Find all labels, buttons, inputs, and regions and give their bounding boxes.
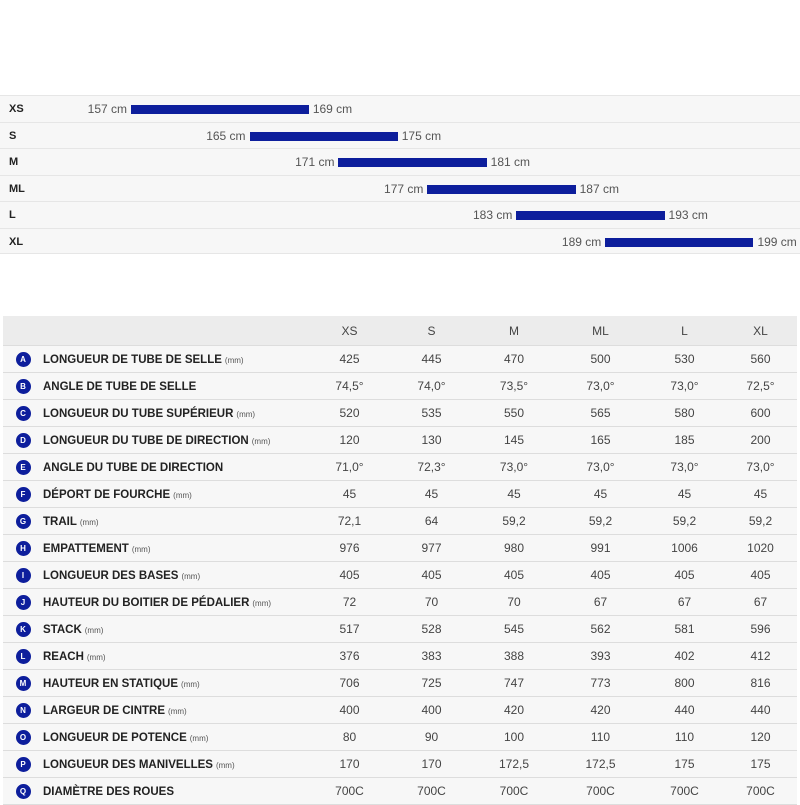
- size-label: XL: [9, 235, 24, 248]
- header-blank: [43, 316, 308, 346]
- geometry-row: [3, 400, 797, 427]
- measurement-value: 72,5°: [724, 373, 797, 400]
- measurement-value: 70: [391, 589, 472, 616]
- badge-cell: [3, 643, 43, 670]
- size-row-m: [0, 148, 800, 175]
- size-column-header: ML: [556, 316, 645, 346]
- measurement-value: 376: [308, 643, 391, 670]
- measurement-value: 405: [556, 562, 645, 589]
- measurement-value: 45: [391, 481, 472, 508]
- measurement-value: 45: [645, 481, 724, 508]
- size-column-header: XL: [724, 316, 797, 346]
- measurement-value: 517: [308, 616, 391, 643]
- measurement-unit: (mm): [168, 707, 187, 716]
- geometry-row: [3, 346, 797, 373]
- geometry-row: [3, 481, 797, 508]
- measurement-name-cell: [43, 589, 308, 616]
- badge-cell: [3, 373, 43, 400]
- measurement-value: 72,3°: [391, 454, 472, 481]
- size-label: ML: [9, 182, 25, 195]
- size-column-header: L: [645, 316, 724, 346]
- measurement-letter-badge: E: [16, 460, 31, 475]
- badge-cell: [3, 697, 43, 724]
- measurement-letter-badge: M: [16, 676, 31, 691]
- measurement-value: 405: [645, 562, 724, 589]
- size-row-ml: [0, 175, 800, 202]
- size-label: S: [9, 129, 17, 142]
- range-min-label: 177 cm: [384, 181, 424, 196]
- badge-cell: [3, 454, 43, 481]
- size-row-xl: [0, 228, 800, 255]
- badge-cell: [3, 724, 43, 751]
- range-min-label: 171 cm: [295, 155, 335, 169]
- badge-cell: [3, 562, 43, 589]
- measurement-value: 565: [556, 400, 645, 427]
- badge-cell: [3, 508, 43, 535]
- geometry-row: [3, 778, 797, 805]
- measurement-name-cell: [43, 697, 308, 724]
- measurement-unit: (mm): [224, 356, 244, 365]
- geometry-row: [3, 373, 797, 400]
- measurement-value: 71,0°: [308, 454, 391, 481]
- measurement-value: 59,2: [724, 508, 797, 535]
- measurement-value: 412: [724, 643, 797, 670]
- measurement-value: 600: [724, 400, 797, 427]
- measurement-value: 405: [308, 562, 391, 589]
- height-range-bar: [427, 185, 575, 194]
- measurement-letter-badge: O: [16, 730, 31, 745]
- size-column-header: M: [472, 316, 556, 346]
- geometry-row: [3, 724, 797, 751]
- measurement-value: 175: [645, 751, 724, 778]
- measurement-name: HAUTEUR EN STATIQUE: [43, 678, 179, 690]
- measurement-value: 130: [391, 427, 472, 454]
- measurement-value: 405: [391, 562, 472, 589]
- measurement-value: 700C: [472, 778, 556, 805]
- measurement-value: 73,0°: [645, 373, 724, 400]
- measurement-value: 581: [645, 616, 724, 643]
- size-label: XS: [9, 103, 24, 115]
- range-min-label: 157 cm: [87, 102, 127, 116]
- size-label: M: [9, 156, 19, 168]
- measurement-unit: (mm): [236, 410, 256, 419]
- measurement-name-cell: [43, 562, 308, 589]
- measurement-value: 976: [308, 535, 391, 562]
- measurement-value: 700C: [645, 778, 724, 805]
- measurement-value: 425: [308, 346, 391, 373]
- measurement-value: 73,0°: [556, 454, 645, 481]
- measurement-value: 67: [645, 589, 724, 616]
- measurement-value: 45: [308, 481, 391, 508]
- measurement-letter-badge: K: [16, 622, 31, 637]
- measurement-letter-badge: H: [16, 541, 31, 556]
- measurement-value: 420: [556, 697, 645, 724]
- measurement-value: 816: [724, 670, 797, 697]
- measurement-value: 747: [472, 670, 556, 697]
- measurement-value: 725: [391, 670, 472, 697]
- measurement-unit: (mm): [181, 572, 201, 581]
- measurement-value: 700C: [308, 778, 391, 805]
- measurement-value: 530: [645, 346, 724, 373]
- measurement-unit: (mm): [215, 761, 235, 770]
- geometry-header-row: [3, 316, 797, 346]
- range-min-label: 183 cm: [472, 208, 513, 222]
- badge-cell: [3, 778, 43, 805]
- measurement-value: 59,2: [472, 508, 556, 535]
- measurement-name-cell: [43, 373, 308, 400]
- measurement-value: 73,5°: [472, 373, 556, 400]
- measurement-value: 991: [556, 535, 645, 562]
- badge-cell: [3, 427, 43, 454]
- measurement-value: 73,0°: [472, 454, 556, 481]
- measurement-value: 45: [724, 481, 797, 508]
- measurement-value: 59,2: [645, 508, 724, 535]
- measurement-value: 74,5°: [308, 373, 391, 400]
- measurement-value: 100: [472, 724, 556, 751]
- measurement-value: 1006: [645, 535, 724, 562]
- geometry-row: [3, 670, 797, 697]
- range-max-label: 199 cm: [757, 234, 797, 249]
- measurement-value: 550: [472, 400, 556, 427]
- measurement-name: LONGUEUR DE TUBE DE SELLE: [43, 354, 222, 366]
- measurement-value: 45: [556, 481, 645, 508]
- size-column-header: XS: [308, 316, 391, 346]
- measurement-name-cell: [43, 670, 308, 697]
- size-row-l: [0, 201, 800, 228]
- size-label: L: [9, 209, 16, 221]
- measurement-value: 110: [645, 724, 724, 751]
- measurement-name: DÉPORT DE FOURCHE: [43, 489, 171, 501]
- measurement-name-cell: [43, 616, 308, 643]
- range-max-label: 181 cm: [490, 155, 531, 169]
- measurement-name-cell: [43, 346, 308, 373]
- measurement-value: 445: [391, 346, 472, 373]
- measurement-value: 405: [724, 562, 797, 589]
- size-row-s: [0, 122, 800, 149]
- size-row-xs: [0, 95, 800, 122]
- measurement-name: LONGUEUR DES MANIVELLES: [43, 759, 213, 771]
- measurement-value: 72,1: [308, 508, 391, 535]
- measurement-value: 170: [308, 751, 391, 778]
- range-min-label: 189 cm: [561, 234, 602, 249]
- measurement-value: 73,0°: [645, 454, 724, 481]
- measurement-letter-badge: B: [16, 379, 31, 394]
- measurement-value: 800: [645, 670, 724, 697]
- measurement-value: 440: [724, 697, 797, 724]
- measurement-unit: (mm): [173, 491, 192, 500]
- measurement-name: LONGUEUR DU TUBE DE DIRECTION: [43, 435, 249, 447]
- measurement-value: 420: [472, 697, 556, 724]
- measurement-value: 470: [472, 346, 556, 373]
- measurement-value: 72: [308, 589, 391, 616]
- measurement-name: LARGEUR DE CINTRE: [43, 705, 166, 717]
- measurement-letter-badge: G: [16, 514, 31, 529]
- header-blank: [3, 316, 43, 346]
- measurement-value: 393: [556, 643, 645, 670]
- measurement-value: 80: [308, 724, 391, 751]
- measurement-value: 1020: [724, 535, 797, 562]
- measurement-name: EMPATTEMENT: [43, 543, 129, 555]
- measurement-unit: (mm): [181, 680, 200, 689]
- badge-cell: [3, 400, 43, 427]
- measurement-value: 700C: [556, 778, 645, 805]
- geometry-table: [3, 316, 797, 805]
- measurement-name-cell: [43, 535, 308, 562]
- range-max-label: 193 cm: [668, 208, 708, 222]
- measurement-name: REACH: [43, 651, 84, 663]
- measurement-value: 596: [724, 616, 797, 643]
- measurement-value: 440: [645, 697, 724, 724]
- measurement-name-cell: [43, 400, 308, 427]
- measurement-name-cell: [43, 751, 308, 778]
- measurement-letter-badge: L: [16, 649, 31, 664]
- badge-cell: [3, 616, 43, 643]
- measurement-letter-badge: Q: [16, 784, 31, 799]
- measurement-name: LONGUEUR DES BASES: [43, 570, 179, 582]
- measurement-unit: (mm): [79, 518, 99, 527]
- measurement-unit: (mm): [189, 734, 209, 743]
- measurement-value: 59,2: [556, 508, 645, 535]
- measurement-value: 90: [391, 724, 472, 751]
- measurement-value: 773: [556, 670, 645, 697]
- badge-cell: [3, 535, 43, 562]
- measurement-name-cell: [43, 643, 308, 670]
- measurement-value: 67: [724, 589, 797, 616]
- measurement-value: 73,0°: [556, 373, 645, 400]
- measurement-name-cell: [43, 724, 308, 751]
- geometry-row: [3, 562, 797, 589]
- measurement-name: HAUTEUR DU BOITIER DE PÉDALIER: [43, 597, 250, 609]
- measurement-value: 500: [556, 346, 645, 373]
- range-max-label: 187 cm: [579, 181, 619, 196]
- height-range-bar: [338, 158, 486, 167]
- measurement-name: LONGUEUR DE POTENCE: [43, 732, 187, 744]
- measurement-value: 520: [308, 400, 391, 427]
- measurement-value: 145: [472, 427, 556, 454]
- measurement-unit: (mm): [84, 626, 104, 635]
- measurement-value: 980: [472, 535, 556, 562]
- measurement-value: 185: [645, 427, 724, 454]
- measurement-value: 706: [308, 670, 391, 697]
- measurement-value: 402: [645, 643, 724, 670]
- measurement-name: TRAIL: [43, 516, 77, 528]
- height-range-bar: [131, 105, 309, 114]
- measurement-unit: (mm): [131, 545, 151, 554]
- range-max-label: 175 cm: [401, 128, 442, 143]
- measurement-value: 388: [472, 643, 556, 670]
- measurement-value: 580: [645, 400, 724, 427]
- measurement-value: 172,5: [556, 751, 645, 778]
- measurement-unit: (mm): [251, 437, 271, 446]
- measurement-value: 64: [391, 508, 472, 535]
- measurement-value: 562: [556, 616, 645, 643]
- height-range-bar: [516, 211, 664, 220]
- measurement-value: 175: [724, 751, 797, 778]
- measurement-value: 545: [472, 616, 556, 643]
- badge-cell: [3, 589, 43, 616]
- measurement-value: 400: [308, 697, 391, 724]
- measurement-letter-badge: C: [16, 406, 31, 421]
- measurement-value: 535: [391, 400, 472, 427]
- measurement-value: 528: [391, 616, 472, 643]
- height-range-bar: [250, 132, 398, 141]
- measurement-name-cell: [43, 454, 308, 481]
- measurement-value: 560: [724, 346, 797, 373]
- range-max-label: 169 cm: [312, 102, 353, 116]
- badge-cell: [3, 751, 43, 778]
- measurement-value: 73,0°: [724, 454, 797, 481]
- measurement-name: DIAMÈTRE DES ROUES: [43, 786, 174, 798]
- measurement-name: LONGUEUR DU TUBE SUPÉRIEUR: [43, 408, 234, 420]
- measurement-value: 120: [308, 427, 391, 454]
- geometry-row: [3, 508, 797, 535]
- measurement-value: 405: [472, 562, 556, 589]
- measurement-letter-badge: J: [16, 595, 31, 610]
- measurement-name-cell: [43, 508, 308, 535]
- measurement-name-cell: [43, 778, 308, 805]
- measurement-value: 45: [472, 481, 556, 508]
- measurement-value: 165: [556, 427, 645, 454]
- measurement-name: ANGLE DU TUBE DE DIRECTION: [43, 462, 224, 474]
- measurement-value: 383: [391, 643, 472, 670]
- range-min-label: 165 cm: [206, 128, 246, 143]
- geometry-row: [3, 697, 797, 724]
- geometry-row: [3, 427, 797, 454]
- measurement-unit: (mm): [86, 653, 106, 662]
- geometry-row: [3, 454, 797, 481]
- measurement-name-cell: [43, 481, 308, 508]
- geometry-row: [3, 616, 797, 643]
- measurement-value: 700C: [724, 778, 797, 805]
- badge-cell: [3, 346, 43, 373]
- measurement-value: 67: [556, 589, 645, 616]
- measurement-letter-badge: D: [16, 433, 31, 448]
- badge-cell: [3, 481, 43, 508]
- measurement-value: 170: [391, 751, 472, 778]
- measurement-name: STACK: [43, 624, 82, 636]
- measurement-value: 200: [724, 427, 797, 454]
- measurement-letter-badge: F: [16, 487, 31, 502]
- measurement-value: 120: [724, 724, 797, 751]
- size-column-header: S: [391, 316, 472, 346]
- measurement-letter-badge: A: [16, 352, 31, 367]
- measurement-letter-badge: P: [16, 757, 31, 772]
- measurement-letter-badge: N: [16, 703, 31, 718]
- height-range-bar: [605, 238, 753, 247]
- geometry-row: [3, 751, 797, 778]
- size-range-chart: [0, 95, 800, 254]
- measurement-value: 977: [391, 535, 472, 562]
- measurement-name-cell: [43, 427, 308, 454]
- measurement-value: 400: [391, 697, 472, 724]
- measurement-letter-badge: I: [16, 568, 31, 583]
- measurement-value: 700C: [391, 778, 472, 805]
- measurement-value: 70: [472, 589, 556, 616]
- measurement-value: 110: [556, 724, 645, 751]
- measurement-value: 74,0°: [391, 373, 472, 400]
- geometry-row: [3, 643, 797, 670]
- geometry-row: [3, 535, 797, 562]
- measurement-name: ANGLE DE TUBE DE SELLE: [43, 381, 197, 393]
- badge-cell: [3, 670, 43, 697]
- geometry-row: [3, 589, 797, 616]
- measurement-value: 172,5: [472, 751, 556, 778]
- measurement-unit: (mm): [252, 599, 272, 608]
